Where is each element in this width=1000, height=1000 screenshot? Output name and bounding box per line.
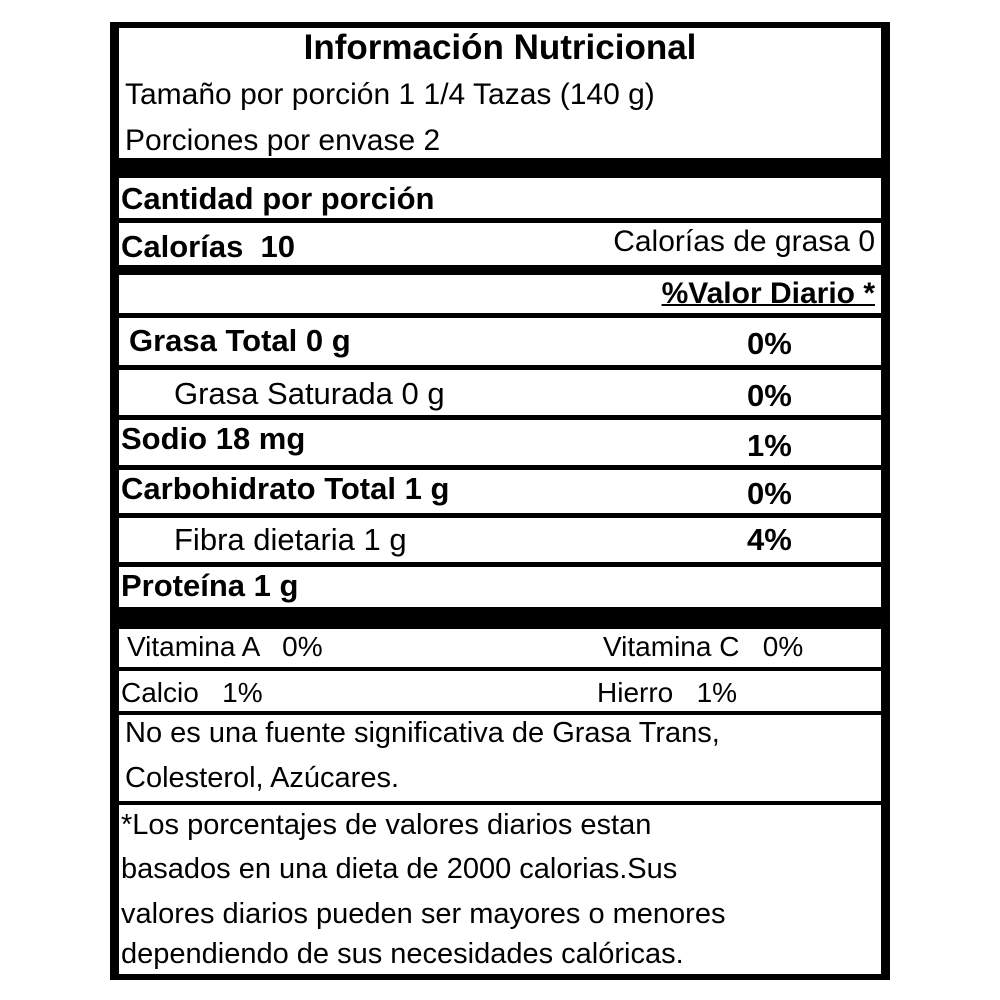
trans-fat-note	[119, 715, 881, 801]
trans-note-line: No es una fuente significativa de Grasa Trans,	[125, 717, 720, 749]
footnote-line: basados en una dieta de 2000 calorias.Sus	[121, 853, 678, 885]
header-section	[119, 28, 881, 158]
amount-per-serving: Cantidad por porción	[121, 181, 435, 216]
nutrient-name: Proteína 1 g	[121, 568, 299, 603]
daily-value-footnote	[119, 805, 881, 974]
nutrient-daily-value: 4%	[747, 522, 792, 557]
label-title: Información Nutricional	[303, 28, 697, 67]
vitamins-row	[119, 629, 881, 667]
daily-value-header-row	[119, 275, 881, 313]
vitamin-a: Vitamina A 0%	[127, 631, 323, 662]
footnote-line: *Los porcentajes de valores diarios estan	[121, 809, 652, 841]
nutrition-facts-label	[110, 22, 890, 980]
amount-per-serving-row	[119, 178, 881, 218]
calcium: Calcio 1%	[121, 677, 263, 708]
vitamin-c: Vitamina C 0%	[603, 631, 804, 662]
calories-label: Calorías 10	[121, 229, 296, 264]
footnote-line: valores diarios pueden ser mayores o menores	[121, 898, 726, 930]
serving-size: Tamaño por porción 1 1/4 Tazas (140 g)	[125, 78, 655, 111]
nutrient-row	[119, 370, 881, 415]
nutrient-row	[119, 518, 881, 562]
nutrient-daily-value: 0%	[747, 378, 792, 413]
nutrient-row	[119, 420, 881, 465]
nutrient-name: Carbohidrato Total 1 g	[121, 471, 450, 506]
nutrient-row	[119, 567, 881, 607]
daily-value-header: %Valor Diario *	[661, 277, 875, 310]
nutrient-name: Grasa Saturada 0 g	[174, 376, 445, 411]
fat-calories: Calorías de grasa 0	[613, 225, 875, 258]
nutrient-daily-value: 0%	[747, 476, 792, 511]
nutrient-name: Sodio 18 mg	[121, 421, 306, 456]
nutrient-row	[119, 470, 881, 513]
nutrient-name: Fibra dietaria 1 g	[174, 522, 407, 557]
iron: Hierro 1%	[597, 677, 738, 708]
nutrient-daily-value: 0%	[747, 326, 792, 361]
minerals-row	[119, 671, 881, 711]
nutrient-daily-value: 1%	[747, 428, 792, 463]
servings-per-container: Porciones por envase 2	[125, 124, 441, 157]
footnote-line: dependiendo de sus necesidades calóricas.	[121, 938, 684, 970]
calories-row	[119, 223, 881, 265]
trans-note-line: Colesterol, Azúcares.	[125, 762, 400, 794]
nutrient-row	[119, 318, 881, 365]
nutrient-name: Grasa Total 0 g	[129, 323, 351, 358]
